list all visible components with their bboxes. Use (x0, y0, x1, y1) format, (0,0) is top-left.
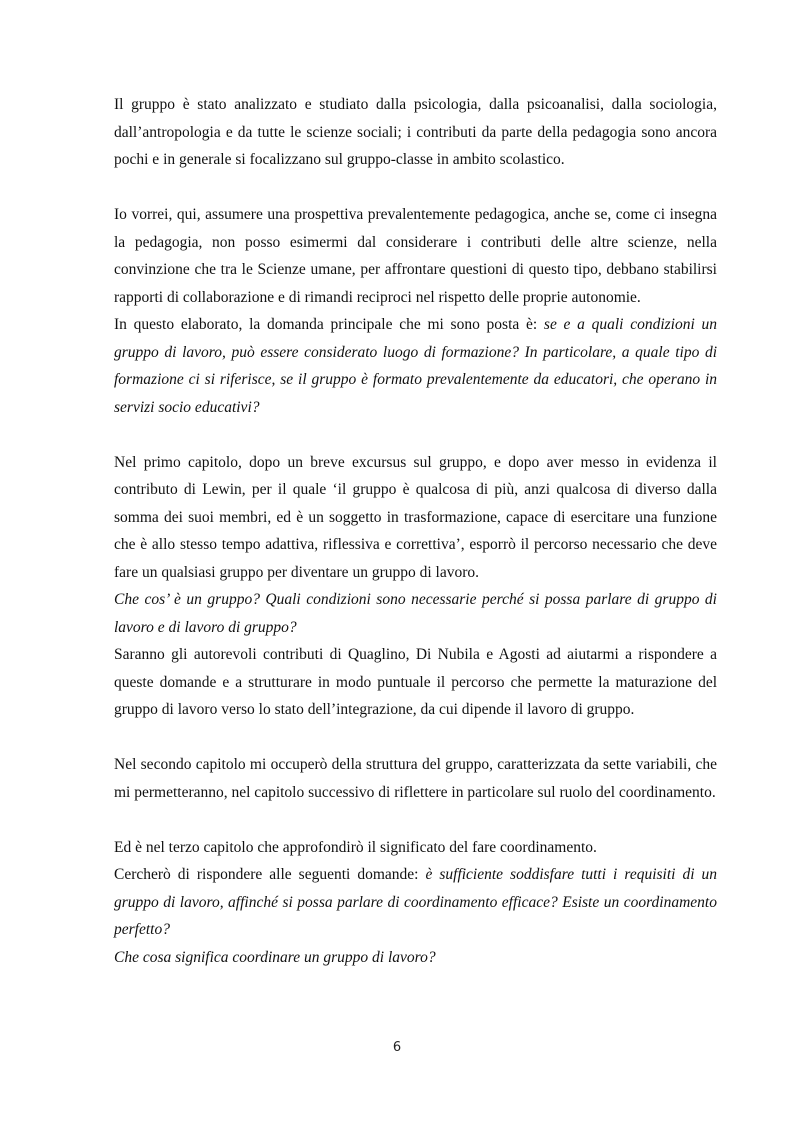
paragraph-contributors: Saranno gli autorevoli contributi di Quaglino, Di Nubila e Agosti ad aiutarmi a rispondere a queste domande e a strutturare in modo puntuale il percorso che permette la maturazione del gruppo di lavoro verso lo stato dell’integrazione, da cui dipende il lavoro di gruppo. (114, 646, 717, 718)
paragraph-perspective: Io vorrei, qui, assumere una prospettiva prevalentemente pedagogica, anche se, come ci insegna la pedagogia, non posso esimermi dal considerare i contributi delle altre scienze, nella convinzione che tra le Scienze umane, per affrontare questioni di questo tipo, debbano stabilirsi rapporti di collaborazione e di rimandi reciproci nel rispetto delle proprie autonomie. (114, 206, 717, 306)
paragraph-main-question (114, 311, 717, 421)
document-page (114, 91, 717, 971)
paragraph-coordination-questions (114, 861, 717, 944)
main-question-intro: In questo elaborato, la domanda principale che mi sono posta è: (114, 316, 538, 333)
page-number: 6 (392, 1040, 402, 1055)
coordination-questions-text: è sufficiente soddisfare tutti i requisiti di un gruppo di lavoro, affinché si possa parlare di coordinamento efficace? Esiste un coordinamento perfetto? (114, 866, 718, 938)
final-question-text: Che cosa significa coordinare un gruppo di lavoro? (114, 948, 436, 966)
paragraph-final-question (114, 944, 717, 972)
paragraph-chapter-one: Nel primo capitolo, dopo un breve excursus sul gruppo, e dopo aver messo in evidenza il contributo di Lewin, per il quale ‘il gruppo è qualcosa di più, anzi qualcosa di diverso dalla somma dei suoi membri, ed è un soggetto in trasformazione, capace di esercitare una funzione che è allo stesso tempo adattiva, riflessiva e correttiva’, esporrò il percorso necessario che deve fare un qualsiasi gruppo per diventare un gruppo di lavoro. (114, 453, 717, 581)
main-question-text: se e a quali condizioni un gruppo di lavoro, può essere considerato luogo di formazione? In particolare, a quale tipo di formazione ci si riferisce, se il gruppo è formato prevalentemente da educatori, che operano in servizi socio educativi? (114, 316, 717, 416)
paragraph-chapter-three: Ed è nel terzo capitolo che approfondirò il significato del fare coordinamento. (114, 838, 597, 856)
paragraph-chapter-two: Nel secondo capitolo mi occuperò della struttura del gruppo, caratterizzata da sette variabili, che mi permetteranno, nel capitolo successivo di riflettere in particolare sul ruolo del coordinamento. (114, 756, 717, 801)
group-question-text: Che cos’ è un gruppo? Quali condizioni sono necessarie perché si possa parlare di gruppo di lavoro e di lavoro di gruppo? (114, 591, 717, 636)
paragraph-intro: Il gruppo è stato analizzato e studiato dalla psicologia, dalla psicoanalisi, dalla sociologia, dall’antropologia e da tutte le scienze sociali; i contributi da parte della pedagogia sono ancora pochi e in generale si focalizzano sul gruppo-classe in ambito scolastico. (114, 96, 717, 168)
paragraph-group-question (114, 586, 717, 641)
coordination-questions-intro: Cercherò di rispondere alle seguenti domande: (114, 866, 419, 883)
